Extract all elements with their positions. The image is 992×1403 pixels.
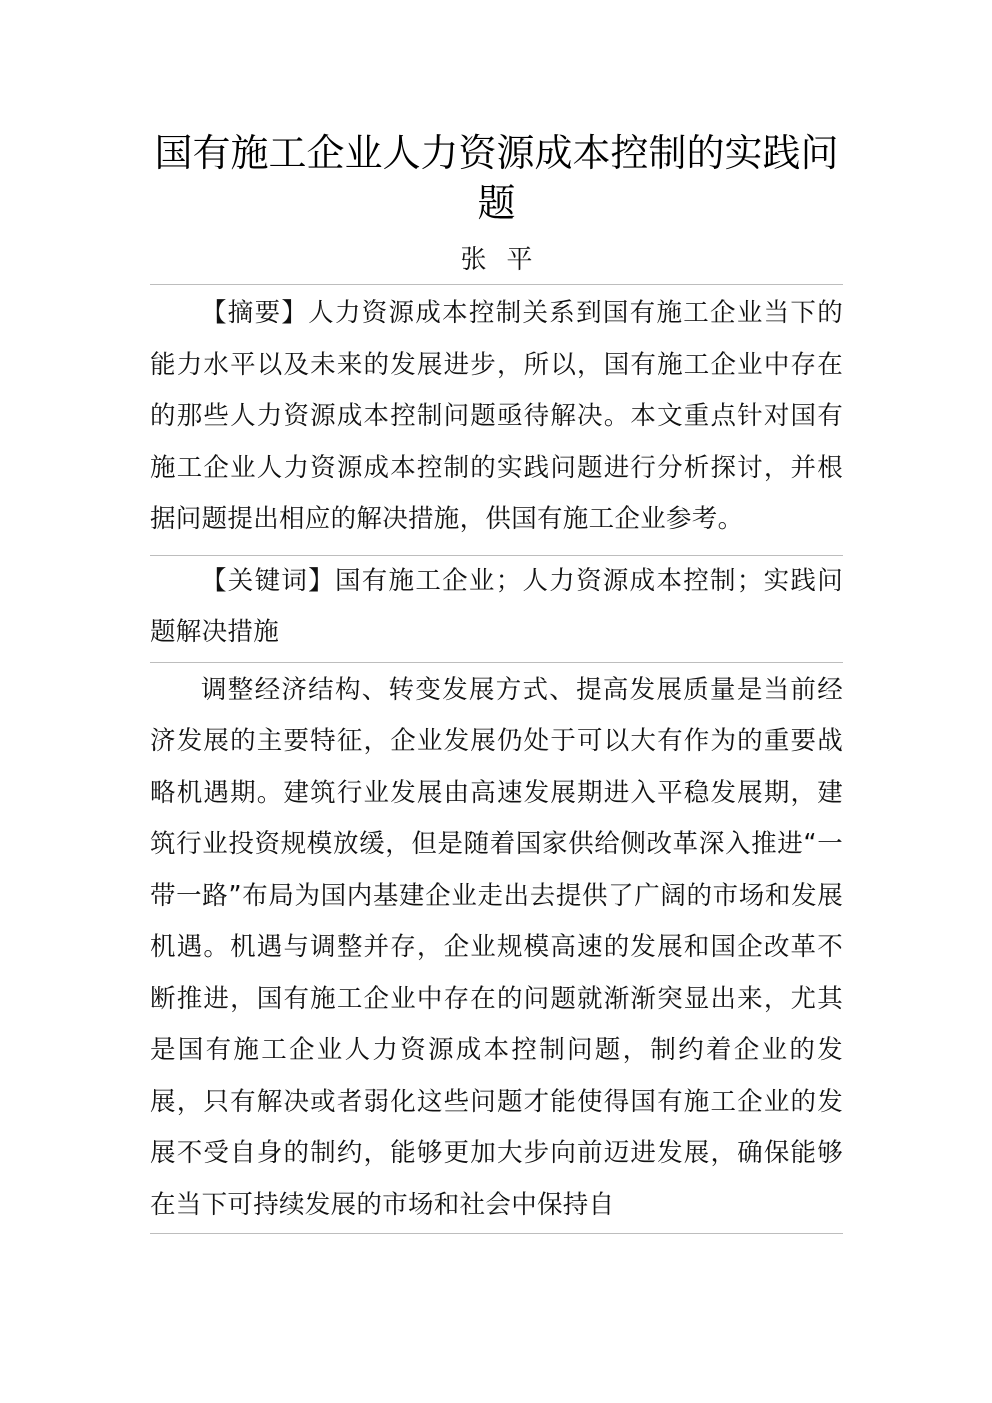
keywords-paragraph: 【关键词】国有施工企业；人力资源成本控制；实践问题解决措施 (150, 565, 843, 647)
body-paragraph: 调整经济结构、转变发展方式、提高发展质量是当前经济发展的主要特征，企业发展仍处于可以大有作为的重要战略机遇期。建筑行业发展由高速发展期进入平稳发展期，建筑行业投资规模放缓，但是随着国家供给侧改革深入推进“一带一路”布局为国内基建企业走出去提供了广阔的市场和发展机遇。机遇与调整并存，企业规模高速的发展和国企改革不断推进，国有施工企业中存在的问题就渐渐突显出来，尤其是国有施工企业人力资源成本控制问题，制约着企业的发展，只有解决或者弱化这些问题才能使得国有施工企业的发展不受自身的制约，能够更加大步向前迈进发展，确保能够在当下可持续发展的市场和社会中保持自 (150, 674, 843, 1220)
divider (150, 1233, 843, 1234)
author-name: 张平 (460, 245, 553, 275)
document-page (150, 128, 843, 1234)
document-title: 国有施工企业人力资源成本控制的实践问题 (154, 131, 839, 225)
abstract-paragraph: 【摘要】人力资源成本控制关系到国有施工企业当下的能力水平以及未来的发展进步，所以，国有施工企业中存在的那些人力资源成本控制问题亟待解决。本文重点针对国有施工企业人力资源成本控制的实践问题进行分析探讨，并根据问题提出相应的解决措施，供国有施工企业参考。 (150, 298, 843, 534)
